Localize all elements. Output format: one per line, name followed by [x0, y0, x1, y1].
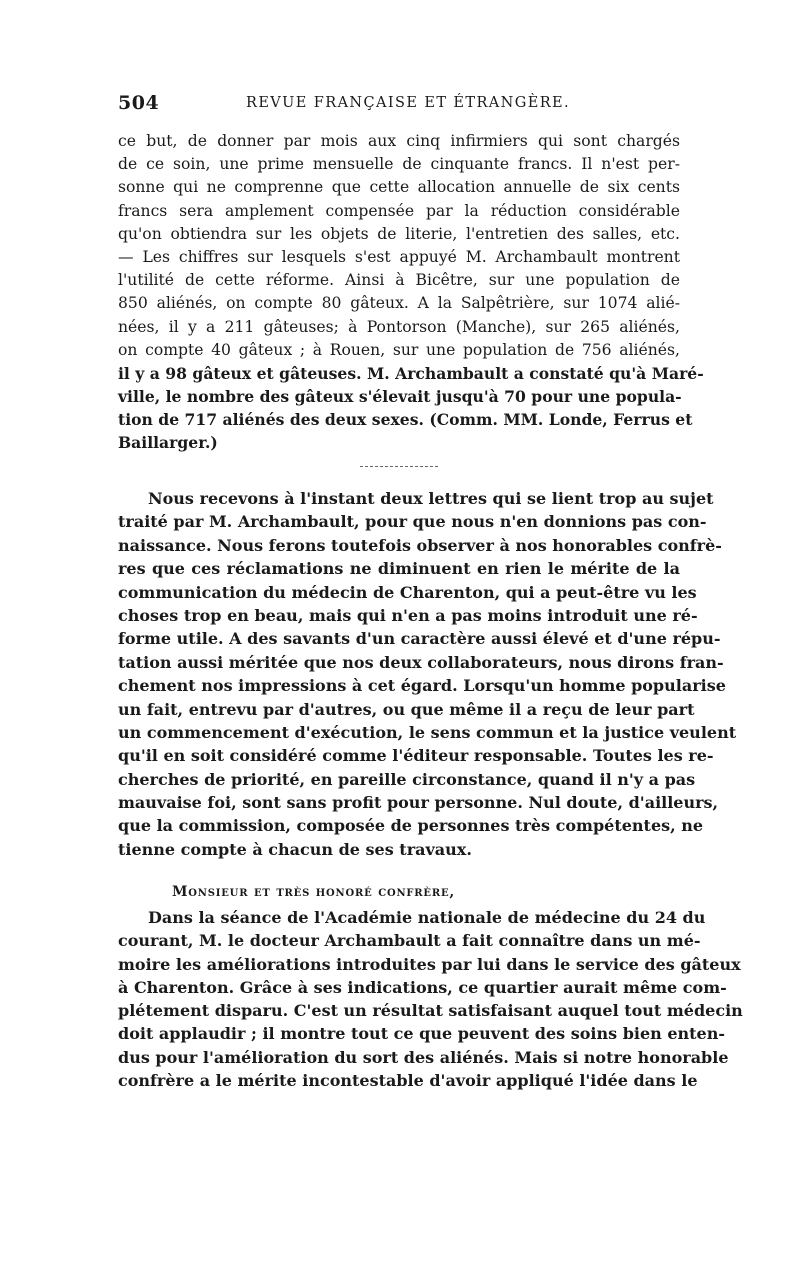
text-line: chement nos impressions à cet égard. Lorsqu'un homme popularise	[118, 676, 726, 696]
text-line: qu'on obtiendra sur les objets de literie, l'entretien des salles, etc.	[118, 224, 680, 243]
text-line: traité par M. Archambault, pour que nous n'en donnions pas con-	[118, 512, 707, 532]
text-line: res que ces réclamations ne diminuent en rien le mérite de la	[118, 559, 680, 579]
text-line: à Charenton. Grâce à ses indications, ce quartier aurait même com-	[118, 977, 727, 997]
text-line: Baillarger.)	[118, 433, 218, 453]
text-line: doit applaudir ; il montre tout ce que peuvent des soins bien enten-	[118, 1024, 725, 1044]
text-line: moire les améliorations introduites par lui dans le service des gâteux	[118, 954, 741, 974]
text-line: naissance. Nous ferons toutefois observer à nos honorables confrè-	[118, 535, 722, 555]
text-line: cherches de priorité, en pareille circonstance, quand il n'y a pas	[118, 769, 696, 789]
text-line: dus pour l'amélioration du sort des aliénés. Mais si notre honorable	[118, 1047, 729, 1067]
text-line: courant, M. le docteur Archambault a fait connaître dans un mé-	[118, 931, 701, 951]
paragraph-1	[118, 130, 704, 455]
text-line: mauvaise foi, sont sans profit pour personne. Nul doute, d'ailleurs,	[118, 793, 719, 813]
page-number: 504	[118, 92, 160, 114]
text-line: plétement disparu. C'est un résultat satisfaisant auquel tout médecin	[118, 1001, 743, 1021]
text-line: — Les chiffres sur lesquels s'est appuyé M. Archambault montrent	[118, 247, 680, 266]
text-line: tation aussi méritée que nos deux collaborateurs, nous dirons fran-	[118, 652, 724, 672]
text-line: Dans la séance de l'Académie nationale de médecine du 24 du	[148, 908, 706, 927]
text-line: 850 aliénés, on compte 80 gâteux. A la Salpêtrière, sur 1074 alié-	[118, 294, 680, 313]
text-line: forme utile. A des savants d'un caractère aussi élevé et d'une répu-	[118, 629, 721, 649]
text-line: ville, le nombre des gâteux s'élevait jusqu'à 70 pour une popula-	[118, 387, 682, 407]
text-line: sonne qui ne comprenne que cette allocation annuelle de six cents	[118, 178, 680, 197]
text-line: communication du médecin de Charenton, qui a peut-être vu les	[118, 582, 697, 602]
text-line: choses trop en beau, mais qui n'en a pas moins introduit une ré-	[118, 605, 698, 625]
text-line: on compte 40 gâteux ; à Rouen, sur une population de 756 aliénés,	[118, 340, 680, 359]
text-line: tienne compte à chacun de ses travaux.	[118, 839, 472, 859]
page-header	[118, 92, 678, 118]
text-line: que la commission, composée de personnes très compétentes, ne	[118, 816, 704, 836]
text-line: francs sera amplement compensée par la réduction considérable	[118, 201, 680, 220]
paragraph-2	[118, 487, 737, 861]
text-line: un fait, entrevu par d'autres, ou que même il a reçu de leur part	[118, 699, 695, 719]
text-line: ce but, de donner par mois aux cinq infirmiers qui sont chargés	[118, 132, 680, 150]
text-line: tion de 717 aliénés des deux sexes. (Comm. MM. Londe, Ferrus et	[118, 410, 693, 430]
text-line: qu'il en soit considéré comme l'éditeur responsable. Toutes les re-	[118, 746, 714, 766]
text-line: confrère a le mérite incontestable d'avoir appliqué l'idée dans le	[118, 1071, 698, 1091]
letter-salutation: Monsieur et très honoré confrère,	[172, 884, 456, 900]
letter-body	[118, 906, 743, 1092]
running-title: REVUE FRANÇAISE ET ÉTRANGÈRE.	[246, 95, 571, 111]
text-line: il y a 98 gâteux et gâteuses. M. Archambault a constaté qu'à Maré-	[118, 363, 704, 383]
section-divider	[360, 466, 438, 467]
text-line: de ce soin, une prime mensuelle de cinquante francs. Il n'est per-	[118, 155, 680, 174]
text-line: Nous recevons à l'instant deux lettres qui se lient trop au sujet	[148, 489, 714, 508]
text-line: un commencement d'exécution, le sens commun et la justice veulent	[118, 722, 737, 742]
text-line: l'utilité de cette réforme. Ainsi à Bicêtre, sur une population de	[118, 271, 680, 290]
text-line: nées, il y a 211 gâteuses; à Pontorson (Manche), sur 265 aliénés,	[118, 317, 680, 336]
